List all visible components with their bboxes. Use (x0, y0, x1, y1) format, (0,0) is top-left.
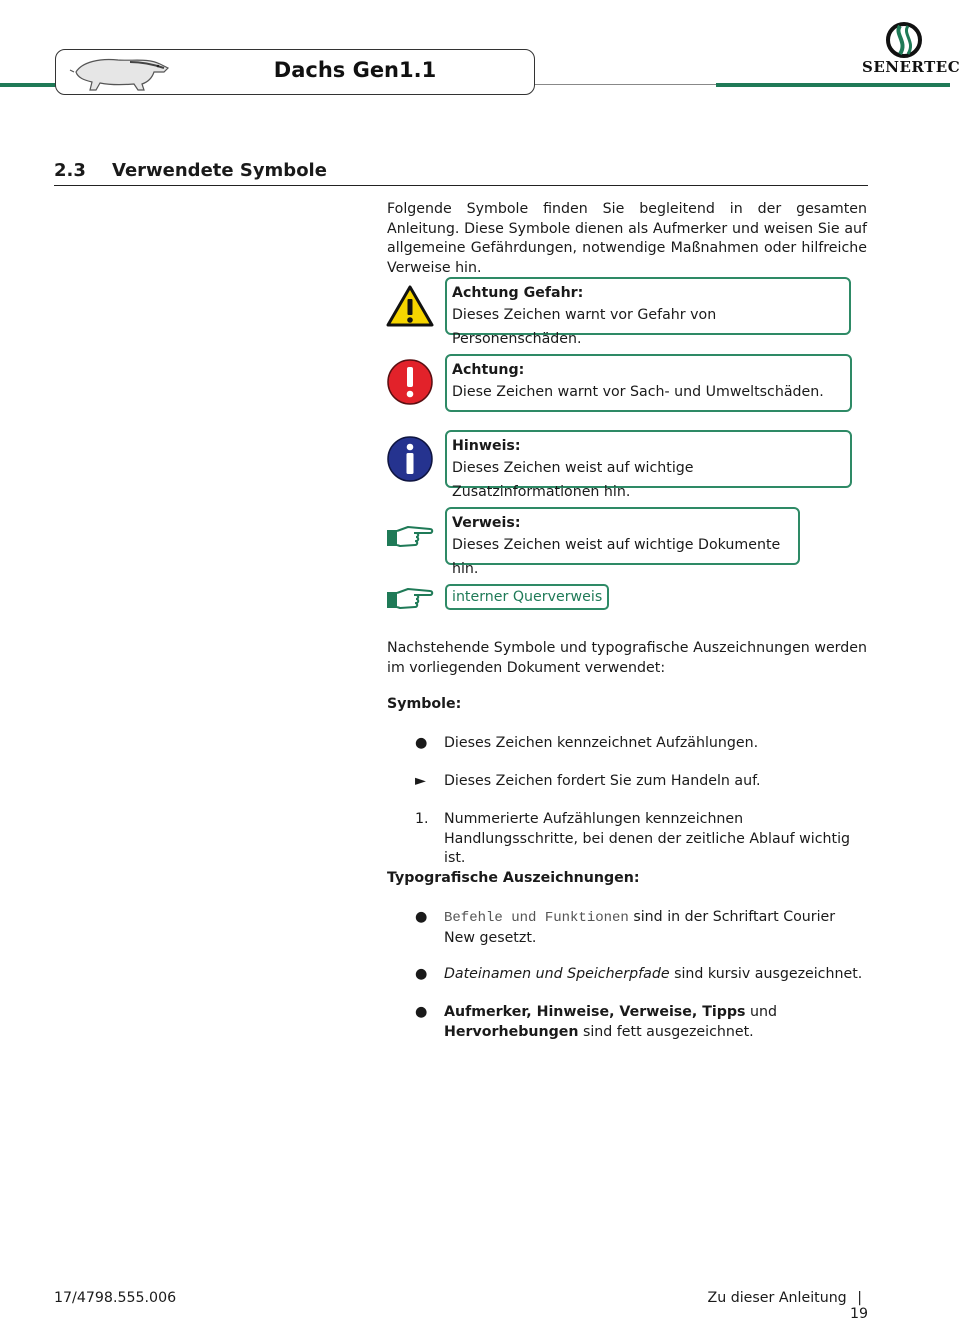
header-rule-right (716, 83, 950, 87)
info-circle-icon (386, 435, 434, 483)
cross-reference-link[interactable]: interner Querverweis (445, 584, 609, 610)
document-title: Dachs Gen1.1 (273, 58, 437, 82)
list-item: Dieses Zeichen kennzeichnet Aufzählungen. (444, 735, 759, 751)
bold-rest: sind fett ausgezeichnet. (578, 1023, 754, 1040)
intro-paragraph: Folgende Symbole finden Sie begleitend in der gesamten Anleitung. Diese Symbole dienen als Aufmerker und weisen Sie auf allgemeine Gefährdungen, notwendige Maßnahmen oder hilfreiche Verweise hin. (387, 201, 867, 276)
list-item: Nummerierte Aufzählungen kennzeichnen Handlungsschritte, bei denen der zeitliche Ablauf wichtig ist. (444, 811, 851, 866)
section-title: Verwendete Symbole (112, 160, 327, 181)
notice-title: Achtung: (452, 362, 525, 378)
bold-sample-2: Hervorhebungen (444, 1023, 579, 1040)
italic-sample: Dateinamen und Speicherpfade (444, 966, 670, 982)
brand-name: SENERTEC (862, 58, 960, 76)
page-number: 19 (849, 1306, 868, 1322)
notice-title: Achtung Gefahr: (452, 285, 584, 301)
symbols-intro: Nachstehende Symbole und typografische Auszeichnungen werden im vorliegenden Dokument verwendet: (387, 640, 867, 676)
exclamation-circle-icon (386, 358, 434, 406)
list-item (444, 965, 864, 985)
list-item (444, 1003, 866, 1042)
mono-sample: Befehle und Funktionen (444, 910, 629, 926)
italic-rest: sind kursiv ausgezeichnet. (669, 966, 863, 982)
warning-triangle-icon (386, 283, 434, 331)
notice-text: Dieses Zeichen weist auf wichtige Dokumente hin. (452, 537, 781, 577)
number-marker: 1. (415, 811, 429, 827)
bold-sample: Aufmerker, Hinweise, Verweise, Tipps (444, 1004, 746, 1020)
list-item: Dieses Zeichen fordert Sie zum Handeln auf. (444, 773, 761, 789)
mono-rest: sind in der Schriftart Courier New gesetzt. (444, 909, 836, 946)
bullet-marker: ● (415, 909, 428, 925)
footer-separator: | (857, 1290, 862, 1306)
notice-title: Verweis: (452, 515, 521, 531)
bullet-marker: ● (415, 1004, 428, 1020)
chapter-name: Zu dieser Anleitung (707, 1290, 847, 1306)
section-rule (54, 185, 868, 186)
notice-danger (445, 277, 851, 347)
notice-attention (445, 354, 852, 412)
badger-icon (70, 50, 172, 92)
notice-hint (445, 430, 852, 500)
pointing-hand-icon (386, 522, 434, 552)
typography-heading: Typografische Auszeichnungen: (387, 870, 640, 886)
action-marker: ► (415, 773, 426, 789)
bullet-marker: ● (415, 966, 428, 982)
document-number: 17/4798.555.006 (54, 1290, 177, 1306)
notice-title: Hinweis: (452, 438, 521, 454)
section-number: 2.3 (54, 160, 86, 181)
pointing-hand-icon (386, 584, 434, 614)
bullet-marker: ● (415, 735, 428, 751)
header-rule-left (0, 83, 56, 87)
list-item (444, 908, 864, 948)
page-footer (700, 1290, 868, 1322)
bold-und: und (745, 1004, 778, 1020)
notice-text: Dieses Zeichen warnt vor Gefahr von Personenschäden. (452, 307, 717, 347)
notice-text: Diese Zeichen warnt vor Sach- und Umweltschäden. (452, 384, 824, 400)
header-thin-rule (534, 84, 716, 85)
notice-text: Dieses Zeichen weist auf wichtige Zusatzinformationen hin. (452, 460, 694, 500)
notice-reference (445, 507, 800, 577)
symbols-heading: Symbole: (387, 696, 462, 712)
